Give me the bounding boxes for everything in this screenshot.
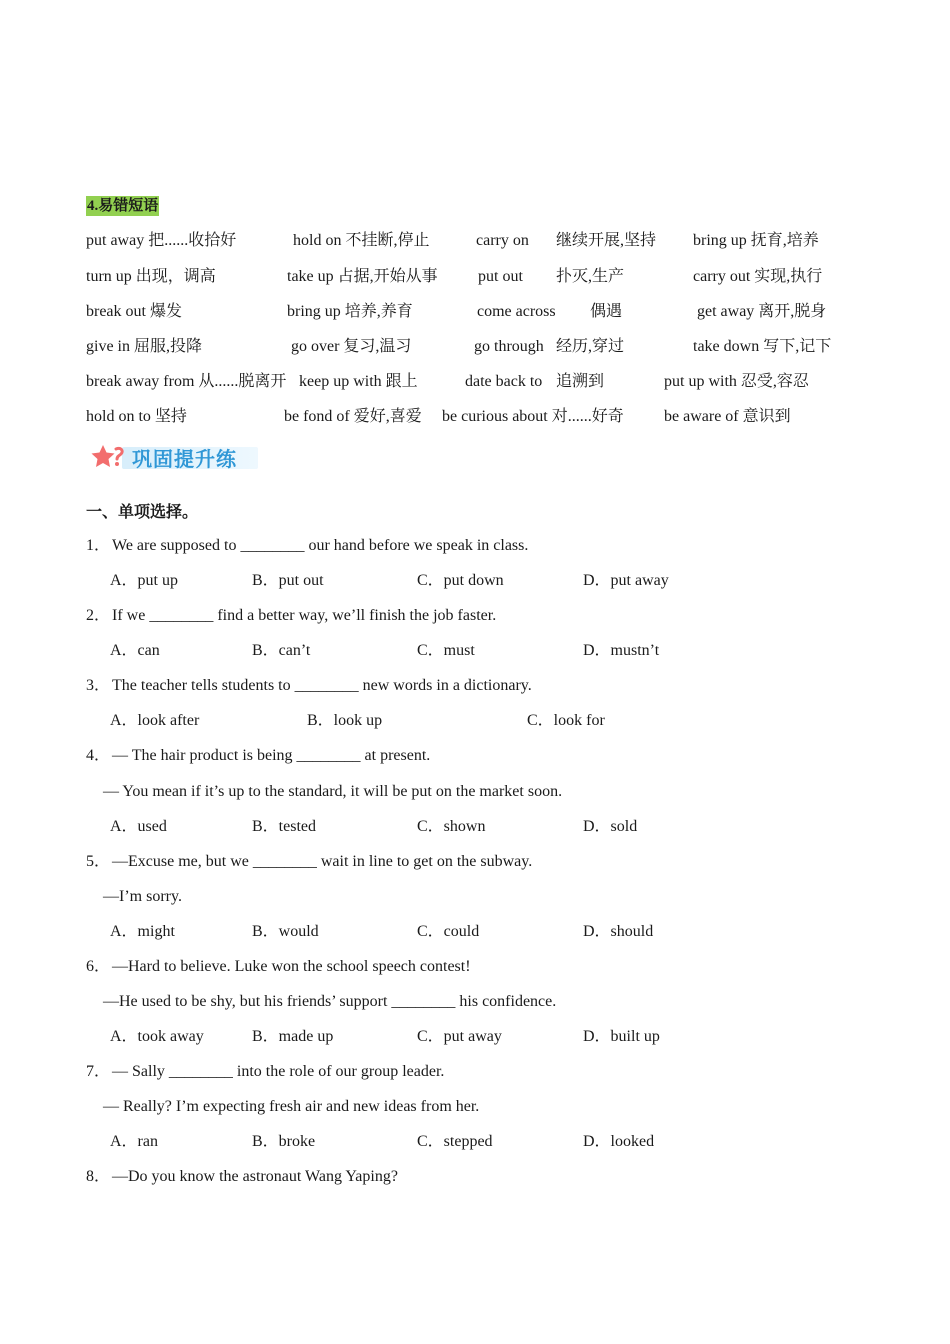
- question-number: 7．: [86, 1063, 111, 1080]
- option-a[interactable]: A．took away: [110, 1028, 204, 1045]
- vocab-phrase: hold on to 坚持: [86, 408, 187, 425]
- vocab-meaning: 经历,穿过: [556, 338, 625, 355]
- option-d[interactable]: D．put away: [583, 572, 669, 589]
- banner-title: 巩固提升练: [132, 446, 237, 471]
- question-number: 3．: [86, 677, 111, 694]
- option-c[interactable]: C．stepped: [417, 1133, 493, 1150]
- option-a[interactable]: A．put up: [110, 572, 179, 589]
- question-text: —He used to be shy, but his friends’ support ________ his confidence.: [103, 993, 557, 1010]
- vocab-phrase: break away from 从......脱离开: [86, 373, 287, 390]
- vocab-phrase: bring up 培养,养育: [287, 303, 413, 320]
- question-text: The teacher tells students to ________ new words in a dictionary.: [112, 677, 532, 694]
- vocab-phrase: put up with 忍受,容忍: [664, 373, 809, 390]
- vocab-meaning: 追溯到: [556, 373, 605, 390]
- question-text: —Hard to believe. Luke won the school speech contest!: [112, 958, 471, 975]
- option-b[interactable]: B．can’t: [252, 642, 311, 659]
- vocab-phrase: go over 复习,温习: [291, 338, 412, 355]
- vocab-meaning: 继续开展,坚持: [556, 232, 657, 249]
- vocab-phrase: be aware of 意识到: [664, 408, 791, 425]
- question-number: 2．: [86, 607, 111, 624]
- option-d[interactable]: D．should: [583, 923, 654, 940]
- vocab-phrase: come across: [477, 303, 556, 320]
- option-d[interactable]: D．sold: [583, 818, 638, 835]
- question-text: — The hair product is being ________ at present.: [112, 747, 431, 764]
- vocab-meaning: 扑灭,生产: [556, 268, 625, 285]
- question-number: 4．: [86, 747, 111, 764]
- option-d[interactable]: D．looked: [583, 1133, 655, 1150]
- option-b[interactable]: B．made up: [252, 1028, 334, 1045]
- question-text: —Do you know the astronaut Wang Yaping?: [112, 1168, 398, 1185]
- question-text: — Sally ________ into the role of our group leader.: [112, 1063, 445, 1080]
- option-c[interactable]: C．put away: [417, 1028, 502, 1045]
- question-text: — You mean if it’s up to the standard, it will be put on the market soon.: [103, 783, 563, 800]
- vocab-phrase: go through: [474, 338, 544, 355]
- question-number: 8．: [86, 1168, 111, 1185]
- option-d[interactable]: D．built up: [583, 1028, 660, 1045]
- vocab-phrase: put away 把......收拾好: [86, 232, 237, 249]
- vocab-phrase: keep up with 跟上: [299, 373, 418, 390]
- vocab-phrase: bring up 抚育,培养: [693, 232, 819, 249]
- vocab-phrase: give in 屈服,投降: [86, 338, 202, 355]
- option-b[interactable]: B．tested: [252, 818, 316, 835]
- option-b[interactable]: B．would: [252, 923, 319, 940]
- vocab-phrase: take up 占据,开始从事: [287, 268, 438, 285]
- vocab-phrase: be fond of 爱好,喜爱: [284, 408, 422, 425]
- option-c[interactable]: C．shown: [417, 818, 486, 835]
- option-a[interactable]: A．used: [110, 818, 167, 835]
- question-number: 5．: [86, 853, 111, 870]
- question-text: We are supposed to ________ our hand before we speak in class.: [112, 537, 529, 554]
- question-text: —Excuse me, but we ________ wait in line to get on the subway.: [112, 853, 533, 870]
- option-c[interactable]: C．could: [417, 923, 480, 940]
- question-text: —I’m sorry.: [103, 888, 182, 905]
- vocab-phrase: break out 爆发: [86, 303, 182, 320]
- vocab-phrase: take down 写下,记下: [693, 338, 832, 355]
- question-number: 6．: [86, 958, 111, 975]
- star-icon: [90, 444, 126, 470]
- option-a[interactable]: A．look after: [110, 712, 200, 729]
- section-banner: [90, 442, 237, 472]
- vocab-phrase: carry on: [476, 232, 529, 249]
- option-b[interactable]: B．broke: [252, 1133, 316, 1150]
- question-text: If we ________ find a better way, we’ll finish the job faster.: [112, 607, 497, 624]
- section-title: 一、单项选择。: [86, 504, 199, 521]
- vocab-phrase: put out: [478, 268, 523, 285]
- vocab-phrase: get away 离开,脱身: [697, 303, 827, 320]
- vocab-heading: 4.易错短语: [87, 198, 159, 214]
- option-c[interactable]: C．look for: [527, 712, 605, 729]
- question-number: 1．: [86, 537, 111, 554]
- vocab-phrase: be curious about 对......好奇: [442, 408, 624, 425]
- option-c[interactable]: C．must: [417, 642, 475, 659]
- vocab-phrase: turn up 出现，调高: [86, 268, 216, 285]
- option-a[interactable]: A．might: [110, 923, 175, 940]
- option-d[interactable]: D．mustn’t: [583, 642, 660, 659]
- option-a[interactable]: A．can: [110, 642, 160, 659]
- vocab-phrase: carry out 实现,执行: [693, 268, 823, 285]
- option-a[interactable]: A．ran: [110, 1133, 158, 1150]
- option-c[interactable]: C．put down: [417, 572, 504, 589]
- option-b[interactable]: B．look up: [307, 712, 383, 729]
- vocab-phrase: date back to: [465, 373, 543, 390]
- vocab-meaning: 偶遇: [590, 303, 623, 320]
- option-b[interactable]: B．put out: [252, 572, 324, 589]
- vocab-phrase: hold on 不挂断,停止: [293, 232, 430, 249]
- question-text: — Really? I’m expecting fresh air and new ideas from her.: [103, 1098, 480, 1115]
